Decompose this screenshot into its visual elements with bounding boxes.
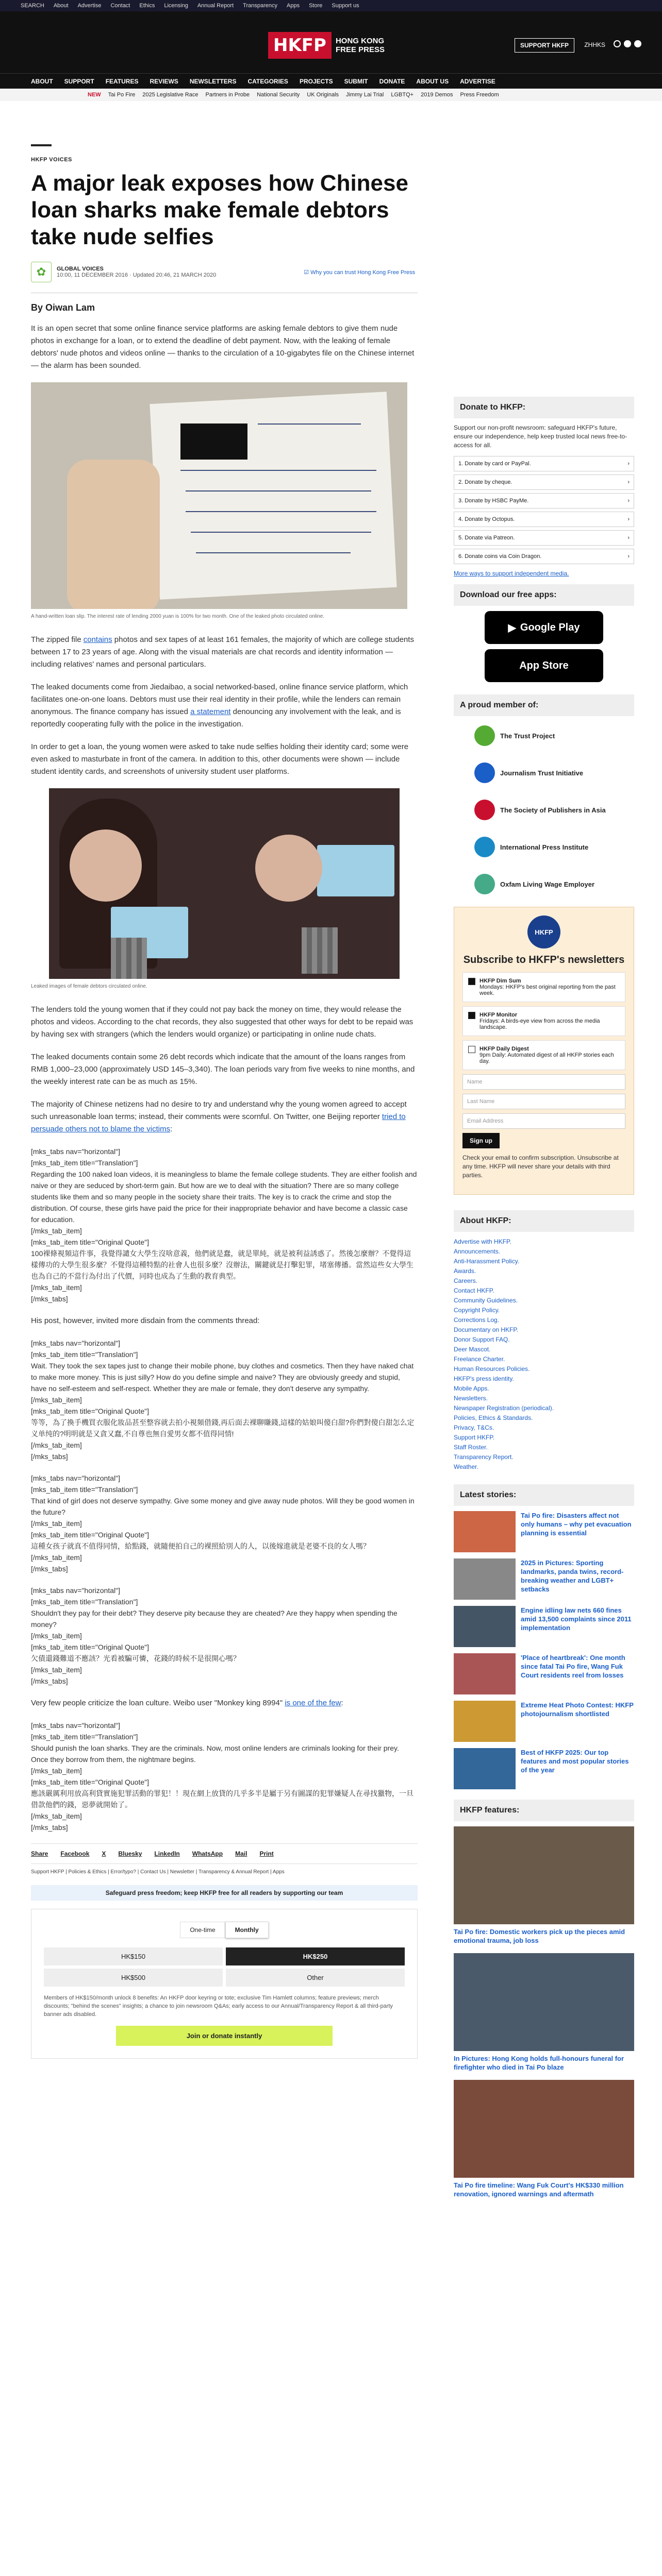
nav-item[interactable]: DONATE bbox=[379, 78, 405, 85]
feature-image bbox=[454, 1826, 634, 1924]
feature-title[interactable]: In Pictures: Hong Kong holds full-honours funeral for firefighter who died in Tai Po blaze bbox=[454, 2055, 624, 2071]
member-name: The Society of Publishers in Asia bbox=[500, 806, 606, 814]
member-name: Journalism Trust Initiative bbox=[500, 769, 584, 777]
about-link[interactable]: Transparency Report. bbox=[454, 1453, 514, 1461]
chevron-right-icon: › bbox=[627, 516, 630, 522]
paragraph: The zipped file contains photos and sex tapes of at least 161 females, the majority of which are college students between 17 to 23 years of age. Along with the visual materials are chat records and identity information — including relatives' names and personal particulars. bbox=[31, 635, 414, 669]
global-voices-icon: ✿ bbox=[31, 262, 52, 282]
trust-link[interactable]: ☑ Why you can trust Hong Kong Free Press bbox=[304, 269, 416, 276]
amount-500[interactable]: HK$500 bbox=[44, 1969, 223, 1987]
story-thumbnail bbox=[454, 1511, 516, 1552]
checkbox[interactable] bbox=[468, 1046, 475, 1053]
nav-item[interactable]: CATEGORIES bbox=[247, 78, 288, 85]
member-mark-icon bbox=[474, 725, 495, 746]
donate-option-label: 2. Donate by cheque. bbox=[458, 479, 512, 485]
latest-story[interactable] bbox=[454, 1511, 634, 1552]
share-facebook[interactable]: Facebook bbox=[60, 1850, 90, 1857]
quote-block: [mks_tabs nav="horizontal"] [mks_tab_item title="Translation"] Should punish the loan sharks. They are the criminals. Now, most online lenders are criminals looking for their prey. Once they borrow from them, the nightmare begins. [/mks_tab_item] [mks_tab_item title="Original Quote"] 應該嚴厲利用放高利貸實施犯罪活動的罪犯！！現在網上放貸的几乎多半是屬于另有圖謀的犯罪嫌疑人在尋找獵物，一旦借款他們的錢，惡夢就開始了。 [/mks_tab_item] [/mks_tabs] bbox=[31, 1721, 413, 1832]
member-logo[interactable] bbox=[474, 795, 634, 824]
top-link[interactable]: Contact bbox=[110, 3, 130, 9]
site-logo[interactable] bbox=[268, 32, 385, 59]
about-link[interactable]: Advertise with HKFP. bbox=[454, 1238, 511, 1245]
about-link[interactable]: Donor Support FAQ. bbox=[454, 1336, 510, 1343]
newsletter-text bbox=[479, 1012, 620, 1030]
share-share[interactable]: Share bbox=[31, 1850, 48, 1857]
donate-option-label: 4. Donate by Octopus. bbox=[458, 516, 515, 522]
donate-option-label: 3. Donate by HSBC PayMe. bbox=[458, 498, 529, 504]
app-store-button[interactable]: App Store bbox=[485, 649, 603, 682]
feature-story[interactable] bbox=[454, 1953, 634, 2072]
about-link[interactable]: Community Guidelines. bbox=[454, 1297, 518, 1304]
about-link[interactable]: Mobile Apps. bbox=[454, 1385, 489, 1392]
caption: A hand-written loan slip. The interest rate of lending 2000 yuan is 100% for two month. One of the leaked photo circulated online. bbox=[31, 614, 325, 619]
amount-options bbox=[44, 1947, 405, 1987]
story-title[interactable]: 2025 in Pictures: Sporting landmarks, panda twins, record-breaking weather and LGBT+ setbacks bbox=[521, 1559, 624, 1593]
newsletter-text bbox=[479, 1046, 620, 1064]
newsletter-title: HKFP Dim Sum bbox=[479, 978, 521, 984]
top-link[interactable]: Apps bbox=[287, 3, 300, 9]
about-link[interactable]: Newsletters. bbox=[454, 1395, 488, 1402]
article bbox=[31, 144, 418, 2079]
section-tag[interactable]: HKFP VOICES bbox=[31, 157, 72, 163]
about-link[interactable]: Newspaper Registration (periodical). bbox=[454, 1404, 554, 1412]
story-thumbnail bbox=[454, 1701, 516, 1742]
about-link[interactable]: Policies, Ethics & Standards. bbox=[454, 1414, 533, 1421]
chevron-right-icon: › bbox=[627, 461, 630, 467]
email-field[interactable]: Email Address bbox=[462, 1113, 625, 1129]
about-link[interactable]: Freelance Charter. bbox=[454, 1355, 505, 1363]
new-label: NEW bbox=[88, 92, 101, 98]
about-link[interactable]: Anti-Harassment Policy. bbox=[454, 1258, 520, 1265]
member-logo[interactable] bbox=[474, 758, 634, 787]
top-link[interactable]: Store bbox=[309, 3, 323, 9]
donate-option[interactable] bbox=[454, 549, 634, 564]
nav-item[interactable]: ADVERTISE bbox=[460, 78, 495, 85]
share-linkedin[interactable]: LinkedIn bbox=[154, 1850, 180, 1857]
paragraph: Very few people criticize the loan culture. Weibo user "Monkey king 8994" is one of the few: bbox=[31, 1699, 343, 1707]
paragraph: It is an open secret that some online finance service platforms are asking female debtors to give them nude photos in exchange for a loan, or to extend the deadline of debt payment. Now, with the leaking of female debtors' nude photos and videos online — thanks to the circulation of a 10-gigabytes file on the Chinese internet — the alarm has been sounded. bbox=[31, 324, 415, 370]
google-play-button[interactable]: ▶ Google Play bbox=[485, 611, 603, 644]
tag-link[interactable]: Jimmy Lai Trial bbox=[346, 92, 384, 98]
latest-heading: Latest stories: bbox=[454, 1484, 634, 1506]
logo-text-1: HONG KONG bbox=[335, 37, 385, 45]
persuade-link[interactable]: tried to persuade others not to blame the victims bbox=[31, 1112, 406, 1133]
story-thumbnail bbox=[454, 1606, 516, 1647]
nav-item[interactable]: FEATURES bbox=[105, 78, 139, 85]
donate-option-label: 6. Donate coins via Coin Dragon. bbox=[458, 553, 542, 560]
amount-150[interactable]: HK$150 bbox=[44, 1947, 223, 1965]
apps-heading: Download our free apps: bbox=[454, 584, 634, 606]
chevron-right-icon: › bbox=[627, 498, 630, 504]
member-name: International Press Institute bbox=[500, 843, 589, 851]
paragraph: The lenders told the young women that if they could not pay back the money on time, they would release the photos and videos. According to the chat records, they also suggested that other ways for debt to be repaid was by having sex with strangers (which the lenders would organize) or participating in online nude chats. bbox=[31, 1005, 413, 1039]
member-mark-icon bbox=[474, 762, 495, 783]
share-bluesky[interactable]: Bluesky bbox=[118, 1850, 142, 1857]
one-time-option[interactable]: One-time bbox=[180, 1922, 225, 1938]
nav-item[interactable]: ABOUT US bbox=[416, 78, 449, 85]
statement-link[interactable]: a statement bbox=[190, 707, 231, 716]
share-whatsapp[interactable]: WhatsApp bbox=[192, 1850, 223, 1857]
story-thumbnail bbox=[454, 1558, 516, 1600]
donate-text: Support our non-profit newsroom: safeguard HKFP's future, ensure our independence, help keep trusted local news free-to-access for all. bbox=[454, 424, 627, 449]
checkbox[interactable] bbox=[468, 1012, 475, 1019]
join-button[interactable]: Join or donate instantly bbox=[116, 2026, 333, 2046]
tag-link[interactable]: Partners in Probe bbox=[205, 92, 250, 98]
about-link[interactable]: Awards. bbox=[454, 1267, 476, 1275]
signup-button[interactable]: Sign up bbox=[462, 1133, 500, 1148]
chevron-right-icon: › bbox=[627, 479, 630, 485]
donate-banner[interactable]: Safeguard press freedom; keep HKFP free for all readers by supporting our team bbox=[31, 1885, 418, 1901]
quote-block: [mks_tabs nav="horizontal"] [mks_tab_item title="Translation"] Regarding the 100 naked loan videos, it is meaningless to blame the female college students. They are either foolish and naive or they are seduced by short-term gain. But how are we to deal with the situation? There are so many college students like them and so many people in the society share their traits. The key is to crack the crime and stop the distribution. Of course, these girls have paid the price for their inappropriate behavior and have become a classic case for education. [/mks_tab_item] [mks_tab_item title="Original Quote"] 100裸條視頻這件事，我覺得譴女大學生沒啥意義，他們就是蠢，就是單純，就是被利益誘惑了。然後怎麼辦？不覺得這樣傳功的大學生很多麼？不覺得這種特點的社會人也很多麼？沒辦法，關鍵就是打擊犯罪，堵塞傳播。當然這些女大學生也為自己的不當行為付出了代價，同時也成為了生動的教育典型。 [/mks_tab_item] [/mks_tabs] bbox=[31, 1147, 417, 1303]
latest-story[interactable] bbox=[454, 1606, 634, 1647]
member-name: The Trust Project bbox=[500, 732, 555, 740]
member-logo[interactable] bbox=[474, 833, 634, 861]
byline bbox=[31, 262, 418, 282]
donate-option[interactable] bbox=[454, 493, 634, 509]
about-link[interactable]: Corrections Log. bbox=[454, 1316, 500, 1324]
feature-title[interactable]: Tai Po fire: Domestic workers pick up the pieces amid emotional trauma, job loss bbox=[454, 1928, 625, 1944]
newsletter-desc: Fridays: A birds-eye view from across the media landscape. bbox=[479, 1018, 600, 1030]
language-switch[interactable]: ZHHKS bbox=[584, 41, 605, 48]
top-link[interactable]: About bbox=[53, 3, 69, 9]
nav-item[interactable]: PROJECTS bbox=[299, 78, 333, 85]
quote-block: [mks_tabs nav="horizontal"] [mks_tab_item title="Translation"] Wait. They took the sex tapes just to change their mobile phone, buy clothes and cosmetics. Then they have naked chat to make more money. This is just silly? How do you define simple and naive? They are obviously greedy and stupid, have no self-esteem and self-respect. Whether they are male or female, they don't deserve any sympathy. [/mks_tab_item] [mks_tab_item title="Original Quote"] 等等，為了換手機買衣服化妝品甚至整容就去拍小視頻借錢,再后面去裸聊賺錢,這樣的姑娘叫傻白甜?你們對傻白甜怎么定义单纯的?明明就是又貪又蠢,不自尊也無自愛男女都不值得同情! [/mks_tab_item] [/mks_tabs] bbox=[31, 1339, 415, 1461]
story-title[interactable]: Best of HKFP 2025: Our top features and most popular stories of the year bbox=[521, 1749, 629, 1774]
about-link[interactable]: HKFP's press identity. bbox=[454, 1375, 514, 1382]
logo-text-2: FREE PRESS bbox=[335, 45, 385, 54]
main-nav bbox=[0, 73, 662, 89]
checkbox[interactable] bbox=[468, 978, 475, 985]
top-link[interactable]: Ethics bbox=[139, 3, 155, 9]
member-benefits: Members of HK$150/month unlock 8 benefits: An HKFP door keyring or tote; exclusive Tim Hamlett columns; feature previews; merch discounts; "behind the scenes" insights; a chance to join newsroom Q&As; early access to our Annual/Transparency Report & all third-party banner ads disabled. bbox=[44, 1995, 393, 2018]
member-mark-icon bbox=[474, 837, 495, 857]
about-link[interactable]: Privacy, T&Cs. bbox=[454, 1424, 494, 1431]
tag-link[interactable]: National Security bbox=[257, 92, 300, 98]
utility-bar bbox=[0, 0, 662, 11]
paragraph: His post, however, invited more disdain from the comments thread: bbox=[31, 1316, 260, 1325]
top-link[interactable]: Licensing bbox=[164, 3, 188, 9]
about-link[interactable]: Careers. bbox=[454, 1277, 478, 1284]
masthead bbox=[0, 11, 662, 73]
newsletter-option[interactable] bbox=[462, 972, 625, 1002]
nav-item[interactable]: NEWSLETTERS bbox=[189, 78, 237, 85]
share-mail[interactable]: Mail bbox=[235, 1850, 247, 1857]
chevron-right-icon: › bbox=[627, 553, 630, 560]
amount-other[interactable]: Other bbox=[226, 1969, 405, 1987]
about-link[interactable]: Copyright Policy. bbox=[454, 1307, 500, 1314]
leaked-images-photo bbox=[49, 788, 400, 979]
story-thumbnail bbox=[454, 1748, 516, 1789]
donate-option-label: 1. Donate by card or PayPal. bbox=[458, 461, 531, 467]
feature-story[interactable] bbox=[454, 1826, 634, 1945]
caption: Leaked images of female debtors circulated online. bbox=[31, 984, 147, 989]
top-link[interactable]: SEARCH bbox=[21, 3, 44, 9]
newsletter-option[interactable] bbox=[462, 1040, 625, 1070]
newsletter-option[interactable] bbox=[462, 1006, 625, 1036]
member-mark-icon bbox=[474, 874, 495, 894]
few-link[interactable]: is one of the few bbox=[285, 1699, 341, 1707]
redaction-block bbox=[180, 423, 247, 460]
paragraph: The leaked documents come from Jiedaibao, a social networked-based, online finance service platform, which facilitates one-on-one loans. Debtors must use their real identity in their profile, while the lenders can remain anonymous. The finance company has issued a statement denouncing any involvement with the leak, and is reportedly cooperating fully with the police in the investigation. bbox=[31, 683, 408, 728]
chevron-right-icon: › bbox=[627, 535, 630, 541]
newsletter-desc: 9pm Daily: Automated digest of all HKFP stories each day. bbox=[479, 1052, 614, 1064]
article-footer-links[interactable]: Support HKFP | Policies & Ethics | Error/typo? | Contact Us | Newsletter | Transparency & Annual Report | Apps bbox=[31, 1869, 285, 1875]
trending-tags bbox=[0, 89, 662, 101]
byline-date: 10:00, 11 DECEMBER 2016 · Updated 20:46, 21 MARCH 2020 bbox=[57, 272, 217, 278]
top-link[interactable]: Advertise bbox=[77, 3, 102, 9]
about-link[interactable]: Human Resources Policies. bbox=[454, 1365, 530, 1372]
latest-story[interactable] bbox=[454, 1748, 634, 1789]
about-heading: About HKFP: bbox=[454, 1210, 634, 1232]
donate-option[interactable] bbox=[454, 474, 634, 490]
features-heading: HKFP features: bbox=[454, 1800, 634, 1821]
last-name-field[interactable]: Last Name bbox=[462, 1094, 625, 1109]
support-button[interactable]: SUPPORT HKFP bbox=[515, 38, 574, 53]
feature-title[interactable]: Tai Po fire timeline: Wang Fuk Court's HK$330 million renovation, ignored warnings and aftermath bbox=[454, 2181, 624, 2198]
tag-link[interactable]: UK Originals bbox=[307, 92, 339, 98]
tag-link[interactable]: Press Freedom bbox=[460, 92, 499, 98]
share-bar bbox=[31, 1843, 418, 1864]
top-link[interactable]: Transparency bbox=[243, 3, 277, 9]
author: By Oiwan Lam bbox=[31, 302, 95, 313]
donate-option[interactable] bbox=[454, 530, 634, 546]
feature-image bbox=[454, 1953, 634, 2051]
search-icon[interactable] bbox=[614, 40, 621, 47]
member-logo[interactable] bbox=[474, 721, 634, 750]
donate-box bbox=[31, 1909, 418, 2059]
amount-250[interactable]: HK$250 bbox=[226, 1947, 405, 1965]
latest-story[interactable] bbox=[454, 1701, 634, 1742]
donate-heading: Donate to HKFP: bbox=[454, 397, 634, 418]
byline-org[interactable]: GLOBAL VOICES bbox=[57, 266, 104, 272]
nav-item[interactable]: ABOUT bbox=[31, 78, 53, 85]
member-name: Oxfam Living Wage Employer bbox=[500, 880, 595, 888]
logo-box: HKFP bbox=[268, 32, 332, 59]
story-title[interactable]: Extreme Heat Photo Contest: HKFP photojournalism shortlisted bbox=[521, 1701, 634, 1718]
story-thumbnail bbox=[454, 1653, 516, 1694]
monthly-option[interactable]: Monthly bbox=[225, 1922, 269, 1938]
feature-image bbox=[454, 2080, 634, 2178]
latest-story[interactable] bbox=[454, 1653, 634, 1694]
tag-link[interactable]: 2019 Demos bbox=[421, 92, 453, 98]
nav-item[interactable]: SUBMIT bbox=[344, 78, 368, 85]
nav-item[interactable]: REVIEWS bbox=[150, 78, 178, 85]
about-link[interactable]: Support HKFP. bbox=[454, 1434, 495, 1441]
name-field[interactable]: Name bbox=[462, 1074, 625, 1090]
rule bbox=[31, 144, 52, 146]
member-heading: A proud member of: bbox=[454, 694, 634, 716]
top-link[interactable]: Annual Report bbox=[197, 3, 234, 9]
loan-slip-photo bbox=[31, 382, 407, 609]
feature-story[interactable] bbox=[454, 2080, 634, 2198]
about-link[interactable]: Staff Roster. bbox=[454, 1444, 488, 1451]
about-link[interactable]: Deer Mascot. bbox=[454, 1346, 491, 1353]
newsletter-title: Subscribe to HKFP's newsletters bbox=[463, 954, 625, 965]
tag-link[interactable]: LGBTQ+ bbox=[391, 92, 414, 98]
story-title[interactable]: Tai Po fire: Disasters affect not only humans – why pet evacuation planning is essential bbox=[521, 1512, 632, 1537]
newsletter-desc: Mondays: HKFP's best original reporting from the past week. bbox=[479, 984, 616, 996]
newsletter-text bbox=[479, 978, 620, 996]
about-link[interactable]: Weather. bbox=[454, 1463, 478, 1470]
top-link[interactable]: Support us bbox=[332, 3, 359, 9]
about-link[interactable]: Documentary on HKFP. bbox=[454, 1326, 519, 1333]
paragraph: In order to get a loan, the young women were asked to take nude selfies holding their identity card; some were even asked to masturbate in front of the camera. In addition to this, other documents were shown — include student identity cards, and screenshots of university student user platforms. bbox=[31, 742, 409, 776]
contains-link[interactable]: contains bbox=[83, 635, 112, 644]
tag-link[interactable]: Tai Po Fire bbox=[108, 92, 136, 98]
facebook-icon[interactable] bbox=[624, 40, 631, 47]
x-icon[interactable] bbox=[634, 40, 641, 47]
member-mark-icon bbox=[474, 800, 495, 820]
more-ways-link[interactable]: More ways to support independent media. bbox=[454, 570, 569, 577]
share-x[interactable]: X bbox=[102, 1850, 106, 1857]
quote-block: [mks_tabs nav="horizontal"] [mks_tab_item title="Translation"] That kind of girl does not deserve sympathy. Give some money and give away nude photos. Will they be good women in the future? [/mks_tab_item] [mks_tab_item title="Original Quote"] 這種女孩子就真不值得同情，給點錢，就隨便拍自己的裸照給別人的人，以後嫁進就是老婆不良的女人嗎？ [/mks_tab_item] [/mks_tabs] bbox=[31, 1474, 415, 1573]
tag-link[interactable]: 2025 Legislative Race bbox=[142, 92, 198, 98]
newsletter-title: HKFP Daily Digest bbox=[479, 1046, 529, 1052]
quote-block: [mks_tabs nav="horizontal"] [mks_tab_item title="Translation"] Shouldn't they pay for their debt? They deserve pity because they are cheated? Are they happy when spending the money? [/mks_tab_item] [mks_tab_item title="Original Quote"] 欠債還錢難道不應該？光看被騙可憐，花錢的時候不是很開心嗎？ [/mks_tab_item] [/mks_tabs] bbox=[31, 1586, 398, 1685]
donate-option[interactable] bbox=[454, 456, 634, 471]
article-title: A major leak exposes how Chinese loan sharks make female debtors take nude selfies bbox=[31, 171, 408, 249]
hkfp-badge: HKFP bbox=[527, 916, 560, 948]
story-title[interactable]: Engine idling law nets 660 fines amid 13,500 complaints since 2011 implementation bbox=[521, 1606, 632, 1632]
donate-option-label: 5. Donate via Patreon. bbox=[458, 535, 515, 541]
nav-item[interactable]: SUPPORT bbox=[64, 78, 94, 85]
member-logo[interactable] bbox=[474, 870, 634, 899]
newsletter-title: HKFP Monitor bbox=[479, 1012, 518, 1018]
paragraph: The majority of Chinese netizens had no desire to try and understand why the young women agreed to accept such unreasonable loan terms; instead, their comments were scornful. On Twitter, one Beijing reporter tried to persuade others not to blame the victims: bbox=[31, 1100, 407, 1133]
frequency-toggle bbox=[44, 1922, 405, 1938]
newsletter-box bbox=[454, 907, 634, 1195]
about-link[interactable]: Announcements. bbox=[454, 1248, 501, 1255]
signup-note: Check your email to confirm subscription. Unsubscribe at any time. HKFP will never share your details with third parties. bbox=[462, 1154, 619, 1179]
share-print[interactable]: Print bbox=[259, 1850, 274, 1857]
latest-story[interactable] bbox=[454, 1558, 634, 1600]
about-link[interactable]: Contact HKFP. bbox=[454, 1287, 494, 1294]
donate-option[interactable] bbox=[454, 512, 634, 527]
sidebar bbox=[454, 397, 634, 2207]
story-title[interactable]: 'Place of heartbreak': One month since fatal Tai Po fire, Wang Fuk Court residents reel from losses bbox=[521, 1654, 625, 1679]
paragraph: The leaked documents contain some 26 debt records which indicate that the amount of the loans ranges from RMB 1,000–23,000 (approximately USD 145–3,340). The loan periods vary from five weeks to nine months, and the weekly interest rate can be as much as 15%. bbox=[31, 1053, 415, 1086]
